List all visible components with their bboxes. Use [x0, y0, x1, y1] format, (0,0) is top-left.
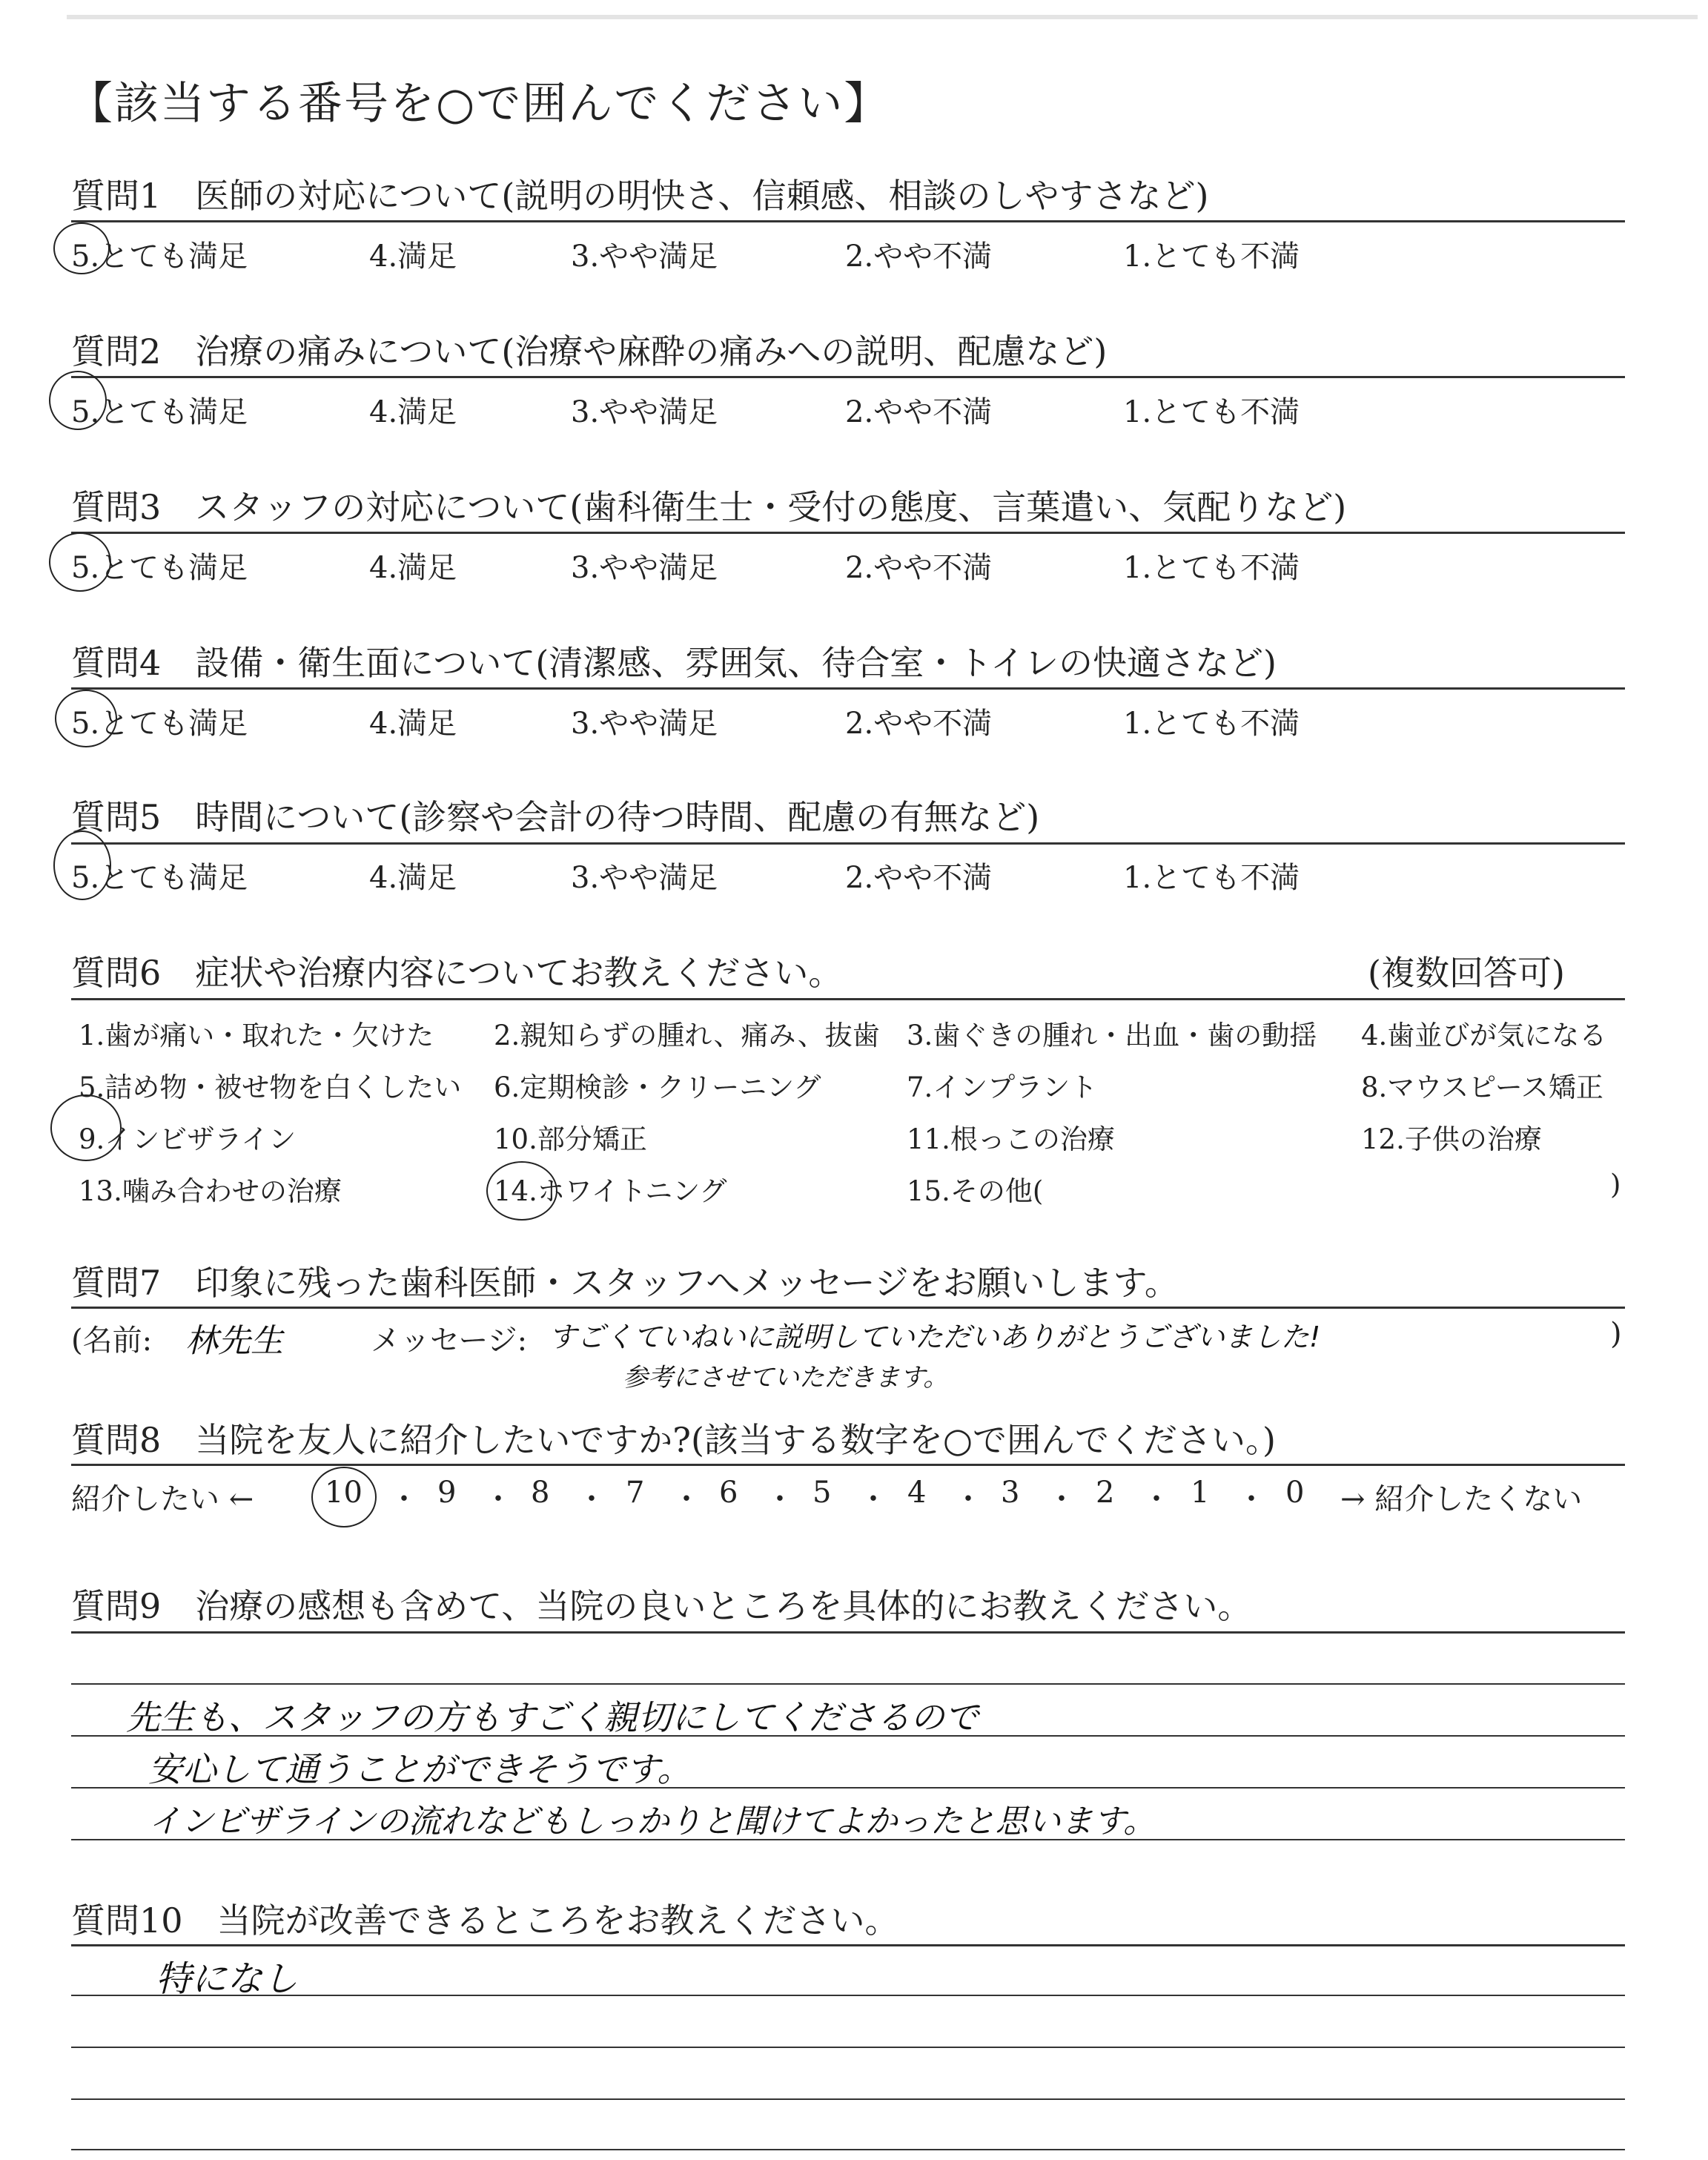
q3-option-1[interactable]: 1.とても不満	[1123, 551, 1300, 585]
q3-option-4[interactable]: 4.満足	[369, 551, 457, 585]
question-8-rule	[71, 1464, 1625, 1466]
q8-scale-6[interactable]: 6	[719, 1476, 738, 1510]
question-7-text: 印象に残った歯科医師・スタッフへメッセージをお願いします。	[195, 1263, 1179, 1303]
q3-option-2[interactable]: 2.やや不満	[845, 551, 993, 585]
q8-scale-5[interactable]: 5	[812, 1476, 832, 1510]
q7-message-line-2[interactable]: 参考にさせていただきます。	[623, 1363, 949, 1393]
q3-answer-circle	[49, 532, 111, 592]
q8-scale-9[interactable]: 9	[437, 1476, 457, 1510]
question-4-text: 設備・衛生面について(清潔感、雰囲気、待合室・トイレの快適さなど)	[195, 643, 1277, 683]
q7-close-paren: )	[1610, 1317, 1622, 1351]
question-1-text: 医師の対応について(説明の明快さ、信頼感、相談のしやすさなど)	[195, 176, 1209, 216]
q9-answer-line-3[interactable]: インビザラインの流れなどもしっかりと聞けてよかったと思います。	[148, 1803, 1156, 1840]
instruction-heading: 【該当する番号を○で囲んでください】	[68, 78, 890, 130]
q5-option-4[interactable]: 4.満足	[369, 861, 457, 895]
q1-option-5[interactable]: 5.とても満足	[71, 240, 248, 274]
q6-option-13[interactable]: 13.噛み合わせの治療	[79, 1175, 342, 1207]
q7-message-label: メッセージ:	[371, 1324, 528, 1358]
q8-dot: ・	[1142, 1482, 1171, 1516]
question-7-heading	[71, 1256, 1179, 1305]
q8-dot: ・	[765, 1482, 795, 1516]
q10-writing-line	[71, 1995, 1625, 1996]
question-6-label: 質問6	[71, 953, 162, 993]
question-9-label: 質問9	[71, 1586, 162, 1626]
q8-dot: ・	[672, 1482, 701, 1516]
question-6-text: 症状や治療内容についてお教えください。	[195, 953, 843, 993]
q5-option-3[interactable]: 3.やや満足	[571, 861, 718, 895]
q6-option-10[interactable]: 10.部分矯正	[494, 1123, 647, 1155]
q1-answer-circle	[53, 222, 110, 274]
q3-option-3[interactable]: 3.やや満足	[571, 551, 718, 585]
q8-dot: ・	[858, 1482, 888, 1516]
q5-option-1[interactable]: 1.とても不満	[1123, 861, 1300, 895]
q6-option-1[interactable]: 1.歯が痛い・取れた・欠けた	[79, 1020, 434, 1051]
q1-option-3[interactable]: 3.やや満足	[571, 240, 718, 274]
question-2-text: 治療の痛みについて(治療や麻酔の痛みへの説明、配慮など)	[195, 331, 1108, 371]
question-3-rule	[71, 532, 1625, 534]
q8-scale-3[interactable]: 3	[1001, 1476, 1020, 1510]
q1-option-1[interactable]: 1.とても不満	[1123, 240, 1300, 274]
q6-option-9[interactable]: 9.インビザライン	[79, 1123, 297, 1155]
question-6-rule	[71, 998, 1625, 1000]
q6-option-8[interactable]: 8.マウスピース矯正	[1361, 1071, 1603, 1103]
q4-option-3[interactable]: 3.やや満足	[571, 707, 718, 741]
q6-option-3[interactable]: 3.歯ぐきの腫れ・出血・歯の動揺	[907, 1020, 1317, 1051]
q4-answer-circle	[55, 690, 117, 747]
q10-writing-line	[71, 2047, 1625, 2048]
question-1-heading	[71, 169, 1208, 218]
q7-name-label: (名前:	[71, 1324, 153, 1358]
question-9-text: 治療の感想も含めて、当院の良いところを具体的にお教えください。	[195, 1586, 1252, 1626]
q6-option-7[interactable]: 7.インプラント	[907, 1071, 1098, 1103]
question-5-rule	[71, 842, 1625, 845]
q4-option-1[interactable]: 1.とても不満	[1123, 707, 1300, 741]
q8-scale-0[interactable]: 0	[1285, 1476, 1305, 1510]
question-1-label: 質問1	[71, 176, 162, 216]
q2-answer-circle	[49, 371, 107, 430]
q2-option-4[interactable]: 4.満足	[369, 395, 457, 429]
q8-scale-1[interactable]: 1	[1191, 1476, 1210, 1510]
q2-option-3[interactable]: 3.やや満足	[571, 395, 718, 429]
q6-option-4[interactable]: 4.歯並びが気になる	[1361, 1020, 1607, 1051]
question-6-heading	[71, 946, 842, 995]
q6-option-14[interactable]: 14.ホワイトニング	[494, 1175, 727, 1207]
q8-left-label: 紹介したい ←	[71, 1482, 254, 1516]
q6-answer-circle-14	[486, 1161, 557, 1221]
question-5-text: 時間について(診察や会計の待つ時間、配慮の有無など)	[195, 797, 1040, 837]
q8-dot: ・	[1047, 1482, 1076, 1516]
question-10-label: 質問10	[71, 1900, 183, 1941]
q9-answer-line-2[interactable]: 安心して通うことができそうです。	[148, 1749, 692, 1789]
question-7-label: 質問7	[71, 1263, 162, 1303]
question-10-heading	[71, 1894, 899, 1943]
q8-scale-7[interactable]: 7	[626, 1476, 645, 1510]
q8-dot: ・	[577, 1482, 606, 1516]
q6-option-11[interactable]: 11.根っこの治療	[907, 1123, 1115, 1155]
q9-answer-line-1[interactable]: 先生も、スタッフの方もすごく親切にしてくださるので	[126, 1697, 979, 1737]
question-4-rule	[71, 687, 1625, 690]
q10-answer-line-1[interactable]: 特になし	[156, 1958, 299, 2000]
q2-option-5[interactable]: 5.とても満足	[71, 395, 248, 429]
q6-option-5[interactable]: 5.詰め物・被せ物を白くしたい	[79, 1071, 462, 1103]
q7-name-handwritten[interactable]: 林先生	[185, 1322, 283, 1360]
q8-scale-2[interactable]: 2	[1096, 1476, 1115, 1510]
q6-answer-circle-9	[50, 1094, 122, 1161]
q10-writing-line	[71, 2149, 1625, 2150]
q4-option-5[interactable]: 5.とても満足	[71, 707, 248, 741]
q1-option-2[interactable]: 2.やや不満	[845, 240, 993, 274]
q8-dot: ・	[1237, 1482, 1266, 1516]
question-3-label: 質問3	[71, 487, 162, 527]
q8-right-label: → 紹介したくない	[1340, 1482, 1583, 1516]
question-5-heading	[71, 790, 1039, 839]
q6-option-2[interactable]: 2.親知らずの腫れ、痛み、抜歯	[494, 1020, 880, 1051]
question-6-note: (複数回答可)	[1368, 953, 1565, 993]
question-9-rule	[71, 1631, 1625, 1634]
question-8-heading	[71, 1413, 1276, 1462]
question-10-rule	[71, 1944, 1625, 1946]
q6-option-15-close: )	[1610, 1169, 1621, 1200]
q5-option-5[interactable]: 5.とても満足	[71, 861, 248, 895]
q8-dot: ・	[483, 1482, 513, 1516]
question-9-heading	[71, 1579, 1251, 1628]
q4-option-4[interactable]: 4.満足	[369, 707, 457, 741]
q8-dot: ・	[953, 1482, 983, 1516]
q8-scale-8[interactable]: 8	[531, 1476, 550, 1510]
question-3-heading	[71, 480, 1346, 529]
question-8-label: 質問8	[71, 1420, 162, 1460]
q4-option-2[interactable]: 2.やや不満	[845, 707, 993, 741]
q1-option-4[interactable]: 4.満足	[369, 240, 457, 274]
q8-dot: ・	[389, 1482, 419, 1516]
question-2-rule	[71, 376, 1625, 378]
q5-answer-circle	[53, 830, 111, 900]
q6-option-15[interactable]: 15.その他(	[907, 1175, 1044, 1207]
question-3-text: スタッフの対応について(歯科衛生士・受付の態度、言葉遣い、気配りなど)	[195, 487, 1347, 527]
q7-message-line-1[interactable]: すごくていねいに説明していただいありがとうございました!	[549, 1321, 1321, 1353]
q3-option-5[interactable]: 5.とても満足	[71, 551, 248, 585]
question-5-label: 質問5	[71, 797, 162, 837]
q8-scale-4[interactable]: 4	[907, 1476, 927, 1510]
q6-option-6[interactable]: 6.定期検診・クリーニング	[494, 1071, 821, 1103]
question-10-text: 当院が改善できるところをお教えください。	[216, 1900, 899, 1941]
question-8-text: 当院を友人に紹介したいですか?(該当する数字を○で囲んでください。)	[195, 1420, 1276, 1460]
q9-writing-line	[71, 1683, 1625, 1685]
question-4-label: 質問4	[71, 643, 162, 683]
question-1-rule	[71, 220, 1625, 222]
question-4-heading	[71, 636, 1277, 685]
q8-answer-circle	[311, 1467, 377, 1527]
q2-option-2[interactable]: 2.やや不満	[845, 395, 993, 429]
question-2-label: 質問2	[71, 331, 162, 371]
question-7-rule	[71, 1307, 1625, 1309]
q8-scale-10[interactable]: 10	[325, 1476, 363, 1510]
top-edge-line	[67, 15, 1698, 19]
q10-writing-line	[71, 2098, 1625, 2100]
question-2-heading	[71, 325, 1107, 374]
q5-option-2[interactable]: 2.やや不満	[845, 861, 993, 895]
q2-option-1[interactable]: 1.とても不満	[1123, 395, 1300, 429]
q6-option-12[interactable]: 12.子供の治療	[1361, 1123, 1542, 1155]
